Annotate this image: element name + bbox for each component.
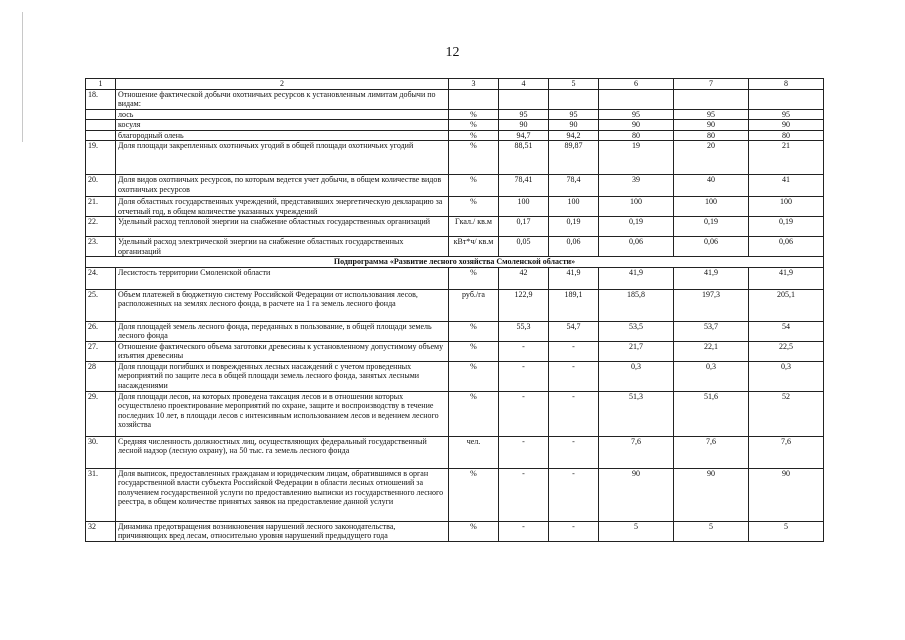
column-header: 7 <box>674 79 749 90</box>
indicator-label: Средняя численность должностных лиц, осуществляющих федеральный государственный лесной надзор (лесную охрану), на 50 тыс. га земель лесного фонда <box>116 436 449 468</box>
value-cell: 7,6 <box>749 436 824 468</box>
value-cell: 90 <box>674 468 749 521</box>
table-row <box>86 361 824 391</box>
row-number: 21. <box>86 197 116 217</box>
value-cell <box>499 89 549 109</box>
value-cell: 22,5 <box>749 341 824 361</box>
row-number: 26. <box>86 321 116 341</box>
column-header: 5 <box>549 79 599 90</box>
indicator-label: Доля площади погибших и поврежденных лесных насаждений с учетом проведенных мероприятий по защите леса в общей площади земель лесного фонда, занятых лесными насаждениями <box>116 361 449 391</box>
column-header: 8 <box>749 79 824 90</box>
value-cell: - <box>499 361 549 391</box>
column-header: 4 <box>499 79 549 90</box>
value-cell: - <box>499 468 549 521</box>
table-row <box>86 120 824 131</box>
table-row <box>86 89 824 109</box>
row-number: 29. <box>86 391 116 436</box>
value-cell: 41 <box>749 175 824 197</box>
value-cell: 122,9 <box>499 289 549 321</box>
value-cell: 21 <box>749 141 824 175</box>
value-cell: 90 <box>599 468 674 521</box>
value-cell: - <box>499 521 549 541</box>
value-cell: 0,05 <box>499 237 549 257</box>
value-cell: - <box>499 391 549 436</box>
value-cell: 40 <box>674 175 749 197</box>
unit-cell: % <box>449 267 499 289</box>
value-cell <box>549 89 599 109</box>
value-cell: 0,06 <box>549 237 599 257</box>
value-cell: 90 <box>674 120 749 131</box>
value-cell: 78,41 <box>499 175 549 197</box>
value-cell: 100 <box>549 197 599 217</box>
value-cell: 100 <box>674 197 749 217</box>
value-cell: 185,8 <box>599 289 674 321</box>
indicator-label: Отношение фактической добычи охотничьих ресурсов к установленным лимитам добычи по видам: <box>116 89 449 109</box>
value-cell: 80 <box>599 130 674 141</box>
unit-cell: кВт*ч/ кв.м <box>449 237 499 257</box>
indicator-label: Доля выписок, предоставленных гражданам и юридическим лицам, обратившимся в орган государственной власти субъекта Российской Федерации в области лесных отношений за получением государственной услуги по предоставлению выписки из государственного лесного реестра, в общем количестве принятых заявок на предоставление данной услуги <box>116 468 449 521</box>
unit-cell: чел. <box>449 436 499 468</box>
indicator-label: Удельный расход электрической энергии на снабжение областных государственных организаций <box>116 237 449 257</box>
value-cell: 197,3 <box>674 289 749 321</box>
value-cell: 52 <box>749 391 824 436</box>
row-number: 18. <box>86 89 116 109</box>
indicator-label: Динамика предотвращения возникновения нарушений лесного законодательства, причиняющих вред лесам, относительно уровня нарушений предыдущего года <box>116 521 449 541</box>
row-number: 23. <box>86 237 116 257</box>
value-cell: 53,7 <box>674 321 749 341</box>
row-number: 32 <box>86 521 116 541</box>
table-row <box>86 175 824 197</box>
value-cell: 51,3 <box>599 391 674 436</box>
unit-cell: руб./га <box>449 289 499 321</box>
column-header: 3 <box>449 79 499 90</box>
row-number <box>86 109 116 120</box>
row-number: 31. <box>86 468 116 521</box>
column-header: 2 <box>116 79 449 90</box>
value-cell: 90 <box>749 120 824 131</box>
row-number: 28 <box>86 361 116 391</box>
column-header: 6 <box>599 79 674 90</box>
value-cell <box>599 89 674 109</box>
value-cell: 5 <box>674 521 749 541</box>
page-number: 12 <box>445 45 460 60</box>
unit-cell: % <box>449 341 499 361</box>
value-cell: 5 <box>599 521 674 541</box>
indicator-label: Доля площади закрепленных охотничьих угодий в общей площади охотничьих угодий <box>116 141 449 175</box>
indicator-label: Доля областных государственных учреждений, представивших энергетическую декларацию за отчетный год, в общем количестве указанных учреждений <box>116 197 449 217</box>
value-cell: 19 <box>599 141 674 175</box>
table-row <box>86 217 824 237</box>
table-row <box>86 521 824 541</box>
value-cell: 94,7 <box>499 130 549 141</box>
value-cell: 0,17 <box>499 217 549 237</box>
indicator-label: благородный олень <box>116 130 449 141</box>
indicator-label: Объем платежей в бюджетную систему Российской Федерации от использования лесов, расположенных на землях лесного фонда, в расчете на 1 га земель лесного фонда <box>116 289 449 321</box>
value-cell: - <box>549 391 599 436</box>
subprogram-heading: Подпрограмма «Развитие лесного хозяйства Смоленской области» <box>86 257 824 268</box>
row-number: 30. <box>86 436 116 468</box>
table-row <box>86 289 824 321</box>
value-cell: 51,6 <box>674 391 749 436</box>
value-cell: 7,6 <box>599 436 674 468</box>
value-cell: 100 <box>499 197 549 217</box>
subprogram-heading-row <box>86 257 824 268</box>
value-cell: - <box>549 341 599 361</box>
indicator-label: косуля <box>116 120 449 131</box>
row-number: 20. <box>86 175 116 197</box>
value-cell: 41,9 <box>599 267 674 289</box>
indicator-label: Доля площадей земель лесного фонда, переданных в пользование, в общей площади земель лесного фонда <box>116 321 449 341</box>
value-cell: 90 <box>599 120 674 131</box>
value-cell: 21,7 <box>599 341 674 361</box>
value-cell: - <box>549 468 599 521</box>
column-header: 1 <box>86 79 116 90</box>
unit-cell: % <box>449 521 499 541</box>
table-row <box>86 130 824 141</box>
value-cell: 53,5 <box>599 321 674 341</box>
indicator-label: Удельный расход тепловой энергии на снабжение областных государственных организаций <box>116 217 449 237</box>
row-number: 24. <box>86 267 116 289</box>
unit-cell: % <box>449 120 499 131</box>
value-cell: 0,19 <box>674 217 749 237</box>
indicators-table <box>85 78 824 542</box>
value-cell: 0,19 <box>549 217 599 237</box>
table-row <box>86 321 824 341</box>
value-cell: 90 <box>499 120 549 131</box>
indicator-label: Лесистость территории Смоленской области <box>116 267 449 289</box>
value-cell: 100 <box>599 197 674 217</box>
value-cell: 88,51 <box>499 141 549 175</box>
value-cell: 41,9 <box>749 267 824 289</box>
value-cell: - <box>549 521 599 541</box>
table-header-row <box>86 79 824 90</box>
value-cell: 55,3 <box>499 321 549 341</box>
unit-cell <box>449 89 499 109</box>
row-number <box>86 120 116 131</box>
value-cell: 78,4 <box>549 175 599 197</box>
unit-cell: % <box>449 361 499 391</box>
table-row <box>86 267 824 289</box>
value-cell: - <box>499 341 549 361</box>
unit-cell: % <box>449 130 499 141</box>
value-cell <box>749 89 824 109</box>
value-cell: 42 <box>499 267 549 289</box>
unit-cell: % <box>449 141 499 175</box>
table-row <box>86 341 824 361</box>
value-cell: 205,1 <box>749 289 824 321</box>
indicator-label: лось <box>116 109 449 120</box>
row-number: 27. <box>86 341 116 361</box>
value-cell: - <box>549 361 599 391</box>
table-row <box>86 197 824 217</box>
value-cell: 5 <box>749 521 824 541</box>
indicator-label: Доля видов охотничьих ресурсов, по которым ведется учет добычи, в общем количестве видов охотничьих ресурсов <box>116 175 449 197</box>
value-cell: 80 <box>749 130 824 141</box>
value-cell: 80 <box>674 130 749 141</box>
value-cell: 0,06 <box>749 237 824 257</box>
unit-cell: % <box>449 197 499 217</box>
value-cell: 20 <box>674 141 749 175</box>
table-row <box>86 109 824 120</box>
table-row <box>86 436 824 468</box>
row-number: 19. <box>86 141 116 175</box>
row-number <box>86 130 116 141</box>
value-cell: 39 <box>599 175 674 197</box>
unit-cell: % <box>449 175 499 197</box>
value-cell: 0,06 <box>599 237 674 257</box>
value-cell: 95 <box>674 109 749 120</box>
value-cell: 0,19 <box>599 217 674 237</box>
value-cell: 0,3 <box>599 361 674 391</box>
value-cell: 54,7 <box>549 321 599 341</box>
table-row <box>86 141 824 175</box>
indicator-label: Отношение фактического объема заготовки древесины к установленному допустимому объему изъятия древесины <box>116 341 449 361</box>
table-row <box>86 468 824 521</box>
scan-edge-line <box>22 12 23 142</box>
table-body <box>86 89 824 541</box>
value-cell: - <box>499 436 549 468</box>
value-cell: 22,1 <box>674 341 749 361</box>
value-cell: 41,9 <box>549 267 599 289</box>
unit-cell: % <box>449 391 499 436</box>
value-cell: 95 <box>599 109 674 120</box>
row-number: 22. <box>86 217 116 237</box>
value-cell: 95 <box>749 109 824 120</box>
value-cell: 100 <box>749 197 824 217</box>
value-cell: - <box>549 436 599 468</box>
unit-cell: Гкал./ кв.м <box>449 217 499 237</box>
value-cell: 54 <box>749 321 824 341</box>
value-cell: 94,2 <box>549 130 599 141</box>
unit-cell: % <box>449 468 499 521</box>
value-cell: 95 <box>549 109 599 120</box>
unit-cell: % <box>449 321 499 341</box>
value-cell: 189,1 <box>549 289 599 321</box>
value-cell: 90 <box>749 468 824 521</box>
value-cell <box>674 89 749 109</box>
value-cell: 7,6 <box>674 436 749 468</box>
value-cell: 0,06 <box>674 237 749 257</box>
value-cell: 89,87 <box>549 141 599 175</box>
table-row <box>86 391 824 436</box>
value-cell: 0,19 <box>749 217 824 237</box>
value-cell: 0,3 <box>749 361 824 391</box>
value-cell: 41,9 <box>674 267 749 289</box>
value-cell: 95 <box>499 109 549 120</box>
value-cell: 90 <box>549 120 599 131</box>
row-number: 25. <box>86 289 116 321</box>
unit-cell: % <box>449 109 499 120</box>
value-cell: 0,3 <box>674 361 749 391</box>
table-row <box>86 237 824 257</box>
indicator-label: Доля площади лесов, на которых проведена таксация лесов и в отношении которых осуществлено проектирование мероприятий по охране, защите и воспроизводству в течение последних 10 лет, в площади лесов с интенсивным использованием лесов и ведением лесного хозяйства <box>116 391 449 436</box>
